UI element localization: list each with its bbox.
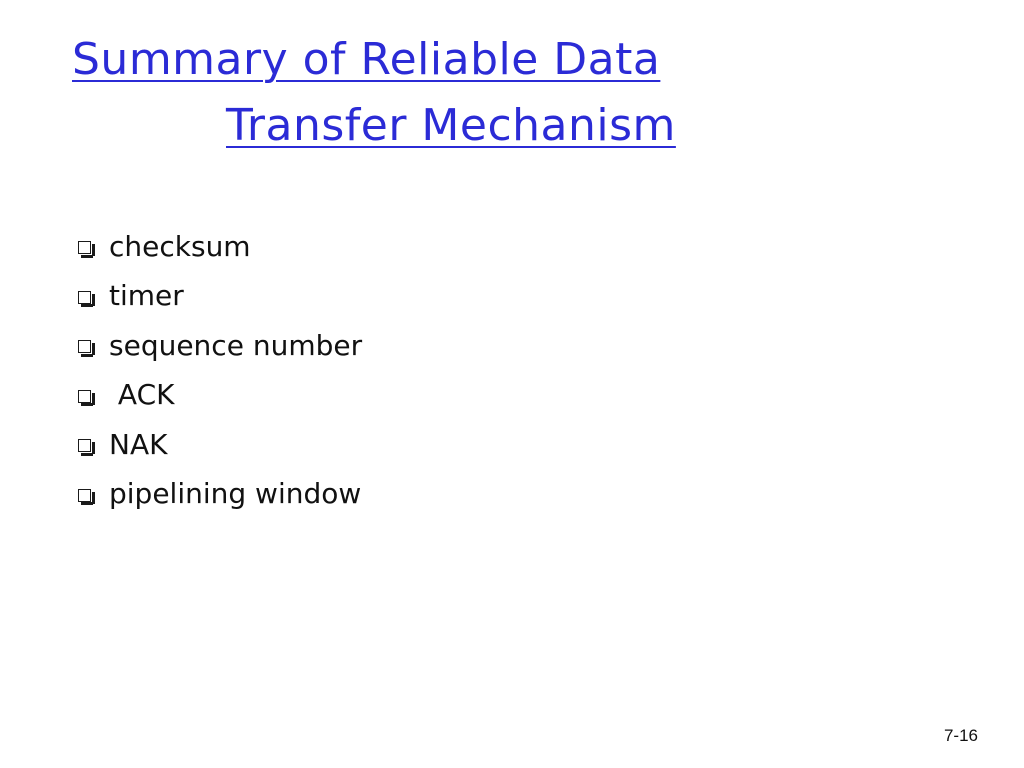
bullet-text: checksum bbox=[109, 229, 251, 263]
bullet-item bbox=[78, 272, 362, 322]
bullet-text: timer bbox=[109, 279, 184, 313]
square-bullet-icon bbox=[78, 489, 91, 502]
square-bullet-icon bbox=[78, 291, 91, 304]
bullet-item bbox=[78, 222, 362, 272]
bullet-item bbox=[78, 470, 362, 520]
square-bullet-icon bbox=[78, 390, 91, 403]
bullet-item bbox=[78, 420, 362, 470]
square-bullet-icon bbox=[78, 340, 91, 353]
square-bullet-icon bbox=[78, 439, 91, 452]
square-bullet-icon bbox=[78, 241, 91, 254]
bullet-list bbox=[78, 222, 362, 519]
bullet-text: sequence number bbox=[109, 328, 363, 362]
bullet-item bbox=[78, 321, 362, 371]
bullet-text: NAK bbox=[109, 427, 168, 461]
bullet-text: ACK bbox=[109, 378, 175, 412]
slide-title-line-1: Summary of Reliable Data bbox=[72, 34, 661, 85]
bullet-text: pipelining window bbox=[109, 477, 362, 511]
slide-title-line-2: Transfer Mechanism bbox=[226, 100, 676, 151]
bullet-item bbox=[78, 371, 362, 421]
page-number: 7-16 bbox=[943, 726, 978, 745]
